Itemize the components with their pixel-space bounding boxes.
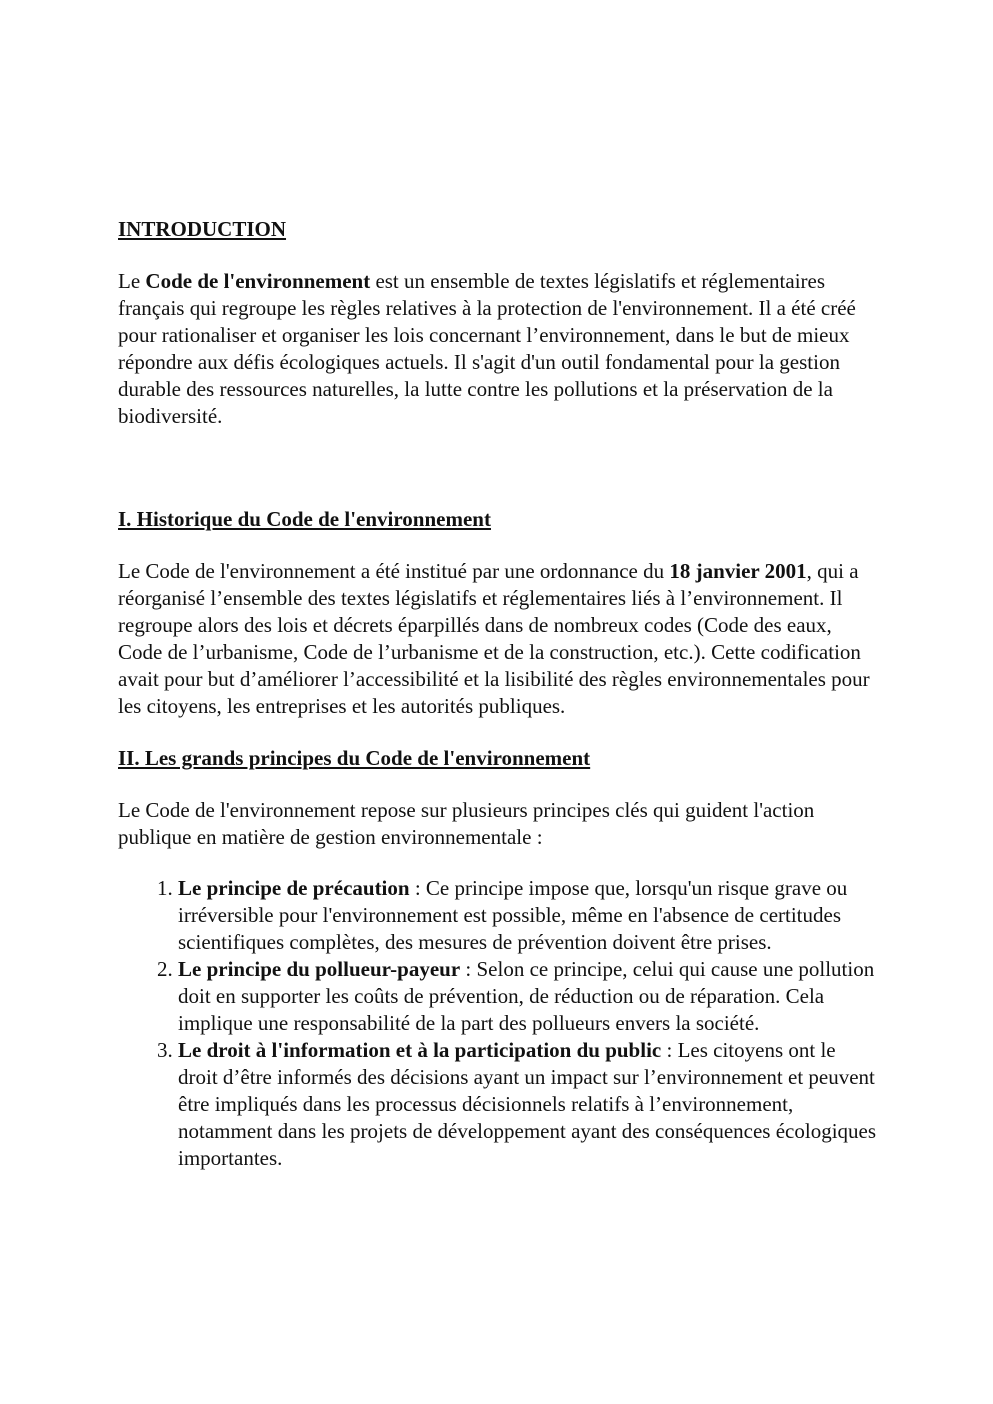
principle-title: Le principe du pollueur-payeur [178, 957, 461, 981]
list-item [178, 875, 878, 956]
section1-text-start: Le Code de l'environnement a été institué par une ordonnance du [118, 559, 670, 583]
section2-intro-paragraph: Le Code de l'environnement repose sur plusieurs principes clés qui guident l'action publique en matière de gestion environnementale : [118, 798, 815, 849]
introduction-heading: INTRODUCTION [118, 217, 287, 241]
document-page [118, 216, 878, 1172]
list-item [178, 956, 878, 1037]
principle-text: : Les citoyens ont le droit d’être informés des décisions ayant un impact sur l’environnement et peuvent être impliqués dans les processus décisionnels relatifs à l’environnement, notamment dans les projets de développement ayant des conséquences écologiques importantes. [178, 1038, 877, 1170]
list-item [178, 1037, 878, 1172]
section1-text-rest: , qui a réorganisé l’ensemble des textes législatifs et réglementaires liés à l’environnement. Il regroupe alors des lois et décrets éparpillés dans de nombreux codes (Code des eaux, Code de l’urbanisme, Code de l’urbanisme et de la construction, etc.). Cette codification avait pour but d’améliorer l’accessibilité et la lisibilité des règles environnementales pour les citoyens, les entreprises et les autorités publiques. [118, 559, 870, 718]
introduction-bold-term: Code de l'environnement [145, 269, 371, 293]
introduction-text-start: Le [118, 269, 146, 293]
section1-heading: I. Historique du Code de l'environnement [118, 507, 491, 531]
principle-text: : Ce principe impose que, lorsqu'un risque grave ou irréversible pour l'environnement est possible, même en l'absence de certitudes scientifiques complètes, des mesures de prévention doivent être prises. [178, 876, 848, 954]
section1-paragraph [118, 558, 878, 720]
section2-heading: II. Les grands principes du Code de l'environnement [118, 746, 591, 770]
principle-title: Le principe de précaution [178, 876, 410, 900]
principles-list [118, 875, 878, 1172]
principle-text: : Selon ce principe, celui qui cause une pollution doit en supporter les coûts de prévention, de réduction ou de réparation. Cela implique une responsabilité de la part des pollueurs envers la société. [178, 957, 875, 1035]
introduction-paragraph [118, 268, 878, 430]
section1-bold-date: 18 janvier 2001 [669, 559, 807, 583]
introduction-text-rest: est un ensemble de textes législatifs et réglementaires français qui regroupe les règles relatives à la protection de l'environnement. Il a été créé pour rationaliser et organiser les lois concernant l’environnement, dans le but de mieux répondre aux défis écologiques actuels. Il s'agit d'un outil fondamental pour la gestion durable des ressources naturelles, la lutte contre les pollutions et la préservation de la biodiversité. [118, 269, 856, 428]
principle-title: Le droit à l'information et à la participation du public [178, 1038, 662, 1062]
